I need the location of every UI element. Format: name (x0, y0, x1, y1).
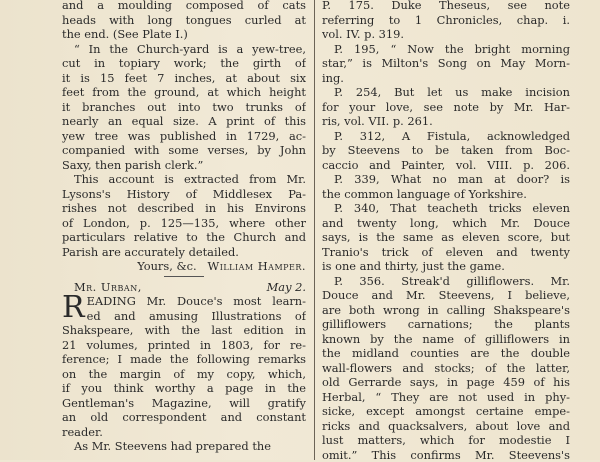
text-line: of London, p. 125—135, where other (62, 216, 306, 231)
text-line: by Steevens to be taken from Boc- (322, 143, 570, 158)
text-line: and a moulding composed of cats (62, 0, 306, 13)
column-divider (314, 0, 315, 460)
text-line: Shakspeare, with the last edition in (62, 323, 306, 338)
drop-cap: R (62, 295, 85, 321)
text-line: vol. IV. p. 319. (322, 27, 570, 42)
text-line: nearly an equal size. A print of this (62, 114, 306, 129)
section-rule (164, 276, 204, 277)
text-line: it is 15 feet 7 inches, at about six (62, 71, 306, 86)
text-line: ference; I made the following remarks (62, 352, 306, 367)
signoff-line (62, 259, 306, 274)
text-line: 21 volumes, printed in 1803, for re- (62, 338, 306, 353)
text-line: and twenty long, which Mr. Douce (322, 216, 570, 231)
text-line: reader. (62, 425, 306, 440)
text-line: on the margin of my copy, which, (62, 367, 306, 382)
text-line: the common language of Yorkshire. (322, 187, 570, 202)
letter-continuation: As Mr. Steevens had prepared the (62, 439, 306, 454)
text-line: says, is the same as eleven score, but (322, 230, 570, 245)
text-line: heads with long tongues curled at (62, 13, 306, 28)
right-column (322, 0, 570, 462)
text-line: P. 340, That teacheth tricks eleven (322, 201, 570, 216)
text-line: particulars relative to the Church and (62, 230, 306, 245)
text-line: for your love, see note by Mr. Har- (322, 100, 570, 115)
text-line: the midland counties are the double (322, 346, 570, 361)
text-line: omit.” This confirms Mr. Steevens's (322, 448, 570, 462)
letter-date: May 2. (267, 280, 306, 295)
paragraph-lysons-account (62, 172, 306, 259)
paragraph-yew-tree (62, 42, 306, 173)
text-line: Douce and Mr. Steevens, I believe, (322, 288, 570, 303)
paragraph-cats-heads (62, 0, 306, 42)
text-line: P. 175. Duke Theseus, see note (322, 0, 570, 13)
text-line: companied with some verses, by John (62, 143, 306, 158)
text-line: P. 195, “ Now the bright morning (322, 42, 570, 57)
signature: William Hamper. (207, 259, 306, 273)
text-line: an old correspondent and constant (62, 410, 306, 425)
text-line: ing. (322, 71, 570, 86)
letter-first-line: EADING Mr. Douce's most learn- (87, 294, 306, 309)
left-column (62, 0, 306, 454)
text-line: ed and amusing Illustrations of (87, 309, 306, 324)
text-line: P. 312, A Fistula, acknowledged (322, 129, 570, 144)
text-line: rishes not described in his Environs (62, 201, 306, 216)
text-line: ris, vol. VII. p. 261. (322, 114, 570, 129)
text-line: are both wrong in calling Shakspeare's (322, 303, 570, 318)
letter-salutation: Mr. Urban, (62, 280, 142, 295)
letter-body (62, 294, 306, 454)
text-line: P. 254, But let us make incision (322, 85, 570, 100)
letter-heading (62, 280, 306, 295)
text-line: This account is extracted from Mr. (62, 172, 306, 187)
text-line: Parish are accurately detailed. (62, 245, 306, 260)
text-line: feet from the ground, at which height (62, 85, 306, 100)
text-line: is one and thirty, just the game. (322, 259, 570, 274)
text-line: the end. (See Plate I.) (62, 27, 306, 42)
text-line: Tranio's trick of eleven and twenty (322, 245, 570, 260)
text-line: Saxy, then parish clerk.” (62, 158, 306, 173)
text-line: star,” is Milton's Song on May Morn- (322, 56, 570, 71)
text-line: Herbal, “ They are not used in phy- (322, 390, 570, 405)
text-line: yew tree was published in 1729, ac- (62, 129, 306, 144)
text-line: gilliflowers carnations; the plants (322, 317, 570, 332)
text-line: “ In the Church-yard is a yew-tree, (62, 42, 306, 57)
text-line: cut in topiary work; the girth of (62, 56, 306, 71)
text-line: wall-flowers and stocks; of the latter, (322, 361, 570, 376)
text-line: old Gerrarde says, in page 459 of his (322, 375, 570, 390)
text-line: ricks and quacksalvers, about love and (322, 419, 570, 434)
text-line: Lysons's History of Middlesex Pa- (62, 187, 306, 202)
text-line: P. 356. Streak'd gilliflowers. Mr. (322, 274, 570, 289)
text-line: caccio and Painter, vol. VIII. p. 206. (322, 158, 570, 173)
text-line: lust matters, which for modestie I (322, 433, 570, 448)
text-line: Gentleman's Magazine, will gratify (62, 396, 306, 411)
text-line: it branches out into two trunks of (62, 100, 306, 115)
text-line: if you think worthy a page in the (62, 381, 306, 396)
text-line: sicke, except amongst certaine empe- (322, 404, 570, 419)
text-line: referring to 1 Chronicles, chap. i. (322, 13, 570, 28)
text-line: P. 339, What no man at door? is (322, 172, 570, 187)
text-line: known by the name of gilliflowers in (322, 332, 570, 347)
signoff: Yours, &c. (137, 259, 196, 273)
